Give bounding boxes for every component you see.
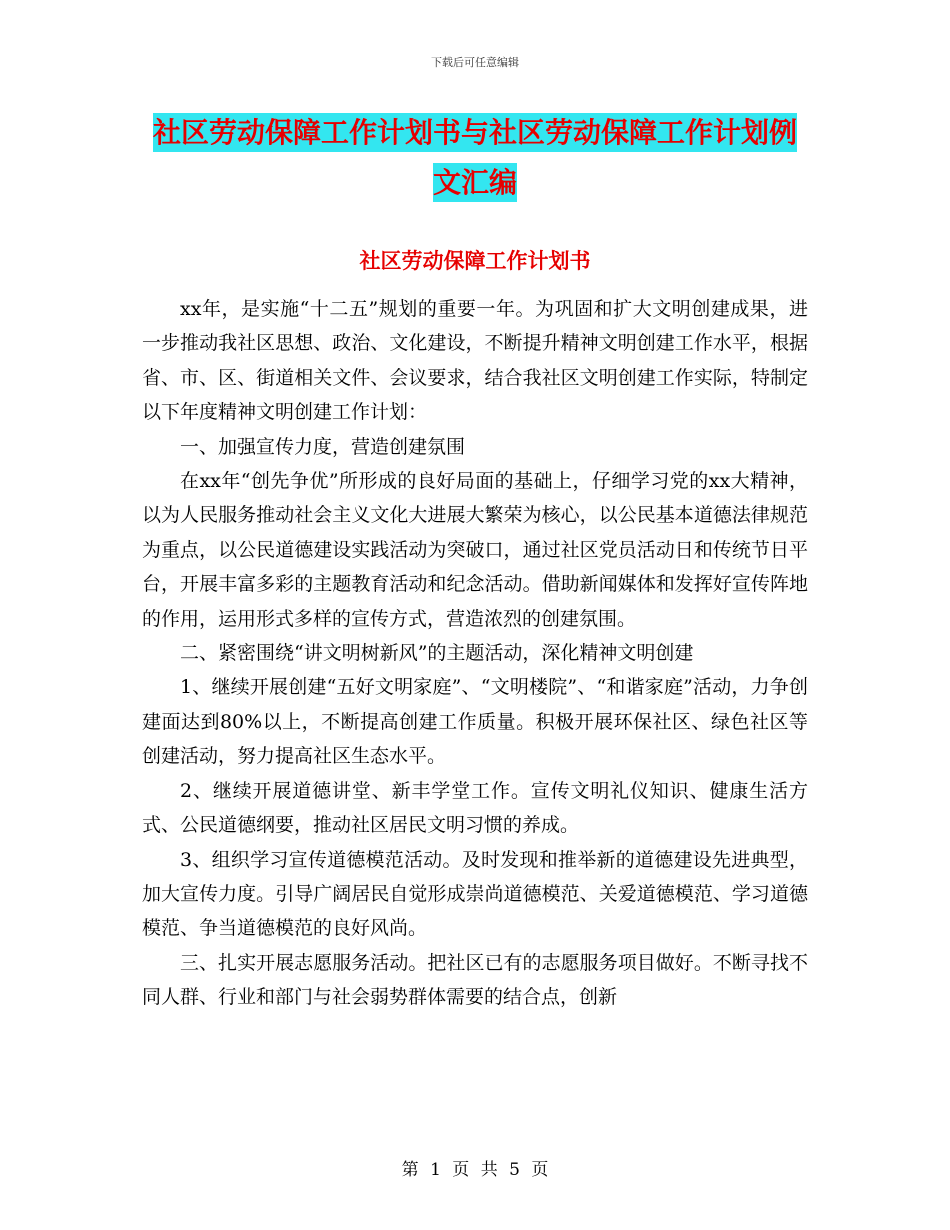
document-title-line-2: 文汇编	[433, 163, 517, 202]
paragraph-publicity: 在xx年“创先争优”所形成的良好局面的基础上，仔细学习党的xx大精神，以为人民服务推动社会主义文化大进展大繁荣为核心，以公民基本道德法律规范为重点，以公民道德建设实践活动为突破口，通过社区党员活动日和传统节日平台，开展丰富多彩的主题教育活动和纪念活动。借助新闻媒体和发挥好宣传阵地的作用，运用形式多样的宣传方式，营造浓烈的创建氛围。	[142, 470, 808, 630]
document-title	[120, 108, 830, 208]
paragraph-item-3: 3、组织学习宣传道德模范活动。及时发现和推举新的道德建设先进典型，加大宣传力度。引导广阔居民自觉形成崇尚道德模范、关爱道德模范、学习道德模范、争当道德模范的良好风尚。	[142, 848, 808, 940]
page-number: 第 1 页 共 5 页	[401, 1160, 549, 1180]
paragraph-item-1: 1、继续开展创建“五好文明家庭”、“文明楼院”、“和谐家庭”活动，力争创建面达到80%以上，不断提高创建工作质量。积极开展环保社区、绿色社区等创建活动，努力提高社区生态水平。	[142, 676, 808, 768]
paragraph-heading-1: 一、加强宣传力度，营造创建氛围	[180, 435, 466, 458]
paragraph-heading-2: 二、紧密围绕“讲文明树新风”的主题活动，深化精神文明创建	[180, 642, 694, 665]
paragraph-heading-3: 三、扎实开展志愿服务活动。把社区已有的志愿服务项目做好。不断寻找不同人群、行业和部门与社会弱势群体需要的结合点，创新	[142, 951, 808, 1009]
paragraph-item-2: 2、继续开展道德讲堂、新丰学堂工作。宣传文明礼仪知识、健康生活方式、公民道德纲要，推动社区居民文明习惯的养成。	[142, 779, 808, 837]
page-header: 下载后可任意编辑	[431, 56, 519, 69]
document-body	[142, 292, 808, 1015]
section-title: 社区劳动保障工作计划书	[359, 249, 591, 273]
document-title-line-1: 社区劳动保障工作计划书与社区劳动保障工作计划例	[153, 113, 797, 152]
paragraph-intro: xx年，是实施“十二五”规划的重要一年。为巩固和扩大文明创建成果，进一步推动我社区思想、政治、文化建设，不断提升精神文明创建工作水平，根据省、市、区、街道相关文件、会议要求，结合我社区文明创建工作实际，特制定以下年度精神文明创建工作计划：	[142, 298, 808, 424]
